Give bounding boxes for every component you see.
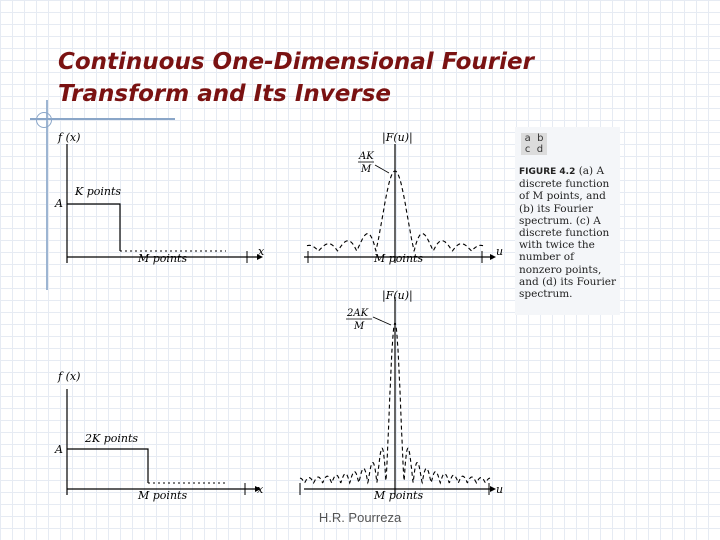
plot-c-xlabel-points: M points bbox=[138, 489, 188, 502]
plot-c-ylabel: f (x) bbox=[58, 370, 81, 383]
caption-body: (a) A discrete function of M points, and (b) its Fourier spectrum. (c) A discrete function with twice the number of nonzero points, and (d) its Fourier spectrum. bbox=[519, 165, 617, 301]
plot-b bbox=[304, 131, 503, 265]
plot-b-xlabel-points: M points bbox=[374, 252, 424, 265]
plot-d-peak-label-bottom: M bbox=[354, 321, 365, 332]
plot-b-ylabel: |F(u)| bbox=[382, 131, 413, 144]
fourier-figure bbox=[52, 127, 620, 502]
caption-head: FIGURE 4.2 bbox=[519, 167, 576, 177]
plot-a-axis-var: x bbox=[258, 245, 265, 258]
plot-b-peak-label-top: AK bbox=[359, 151, 374, 162]
slide-title bbox=[58, 46, 658, 110]
decorative-vertical-rule bbox=[46, 100, 48, 290]
plot-a bbox=[54, 131, 265, 265]
plot-a-ylabel: f (x) bbox=[58, 131, 81, 144]
plot-c-width-label: 2K points bbox=[85, 432, 139, 445]
panel-labels-text: a b c d bbox=[524, 133, 544, 155]
plot-d-axis-var: u bbox=[496, 483, 504, 496]
plot-c-axis-var: x bbox=[257, 483, 264, 496]
plot-d-peak-pointer bbox=[373, 317, 391, 325]
plot-b-peak-pointer bbox=[375, 165, 389, 173]
title-line-1: Continuous One-Dimensional Fourier bbox=[58, 49, 534, 75]
decorative-ring-icon bbox=[36, 112, 52, 128]
plot-d-peak-label-top: 2AK bbox=[347, 308, 369, 319]
plot-d-ylabel: |F(u)| bbox=[382, 289, 413, 302]
footer-author: H.R. Pourreza bbox=[318, 510, 402, 525]
plot-a-xlabel-points: M points bbox=[138, 252, 188, 265]
plot-c-level-label: A bbox=[55, 443, 63, 456]
plot-c-signal bbox=[67, 449, 148, 483]
plot-a-width-label: K points bbox=[75, 185, 122, 198]
title-line-2: Transform and Its Inverse bbox=[58, 81, 391, 107]
plot-d bbox=[300, 289, 503, 502]
plot-b-axis-var: u bbox=[496, 245, 504, 258]
plot-a-signal bbox=[67, 204, 120, 251]
plot-d-xlabel-points: M points bbox=[374, 489, 424, 502]
plot-b-peak-label-bottom: M bbox=[361, 164, 372, 175]
plot-a-level-label: A bbox=[55, 197, 63, 210]
plot-c bbox=[54, 370, 264, 502]
